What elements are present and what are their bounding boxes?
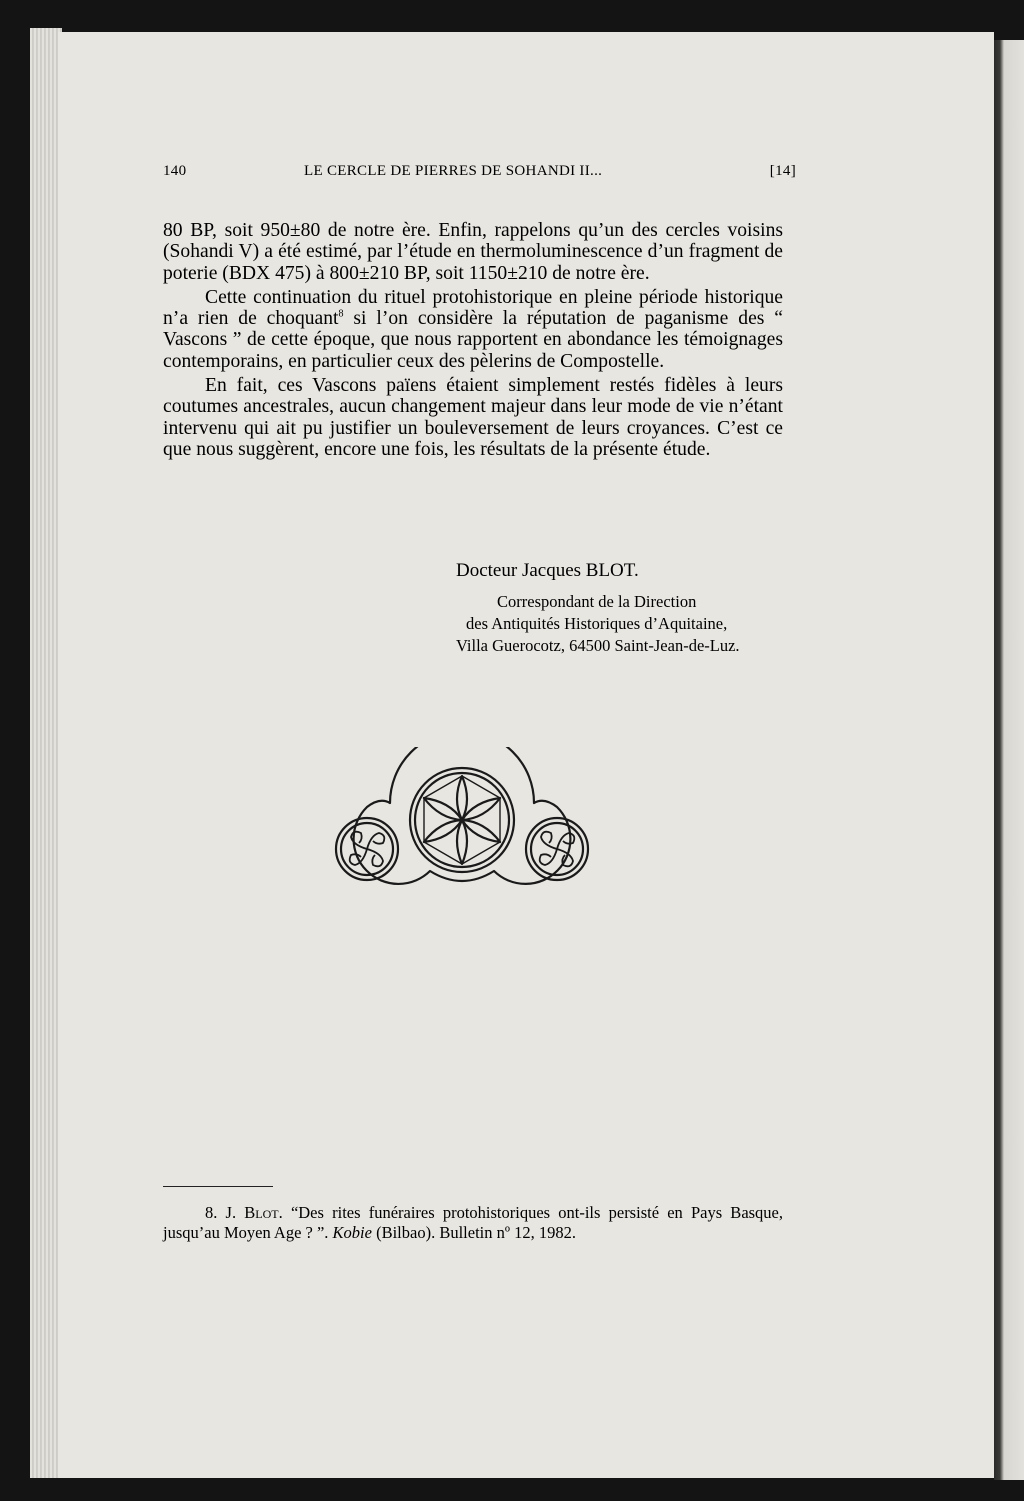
paragraph-1: 80 BP, soit 950±80 de notre ère. Enfin, rappelons qu’un des cercles voisins (Sohandi V) a été estimé, par l’étude en thermoluminescence d’un fragment de poterie (BDX 475) à 800±210 BP, soit 1150±210 de notre ère. — [163, 220, 783, 284]
author-signature: Docteur Jacques BLOT. — [456, 560, 639, 581]
author-affiliation-line-1: Correspondant de la Direction — [497, 592, 697, 611]
footnote-divider — [163, 1186, 273, 1187]
page-number: 140 — [163, 163, 187, 179]
paragraph-2 — [163, 287, 783, 372]
paragraph-2-text-continued: si l’on considère la réputation de paganisme des “ Vascons ” de cette époque, que nous rapportent en abondance les témoignages contemporains, en particulier ceux des pèlerins de Compostelle. — [163, 308, 783, 372]
facing-page-edge — [994, 40, 1024, 1480]
footnote-8 — [163, 1203, 783, 1243]
main-text — [163, 220, 783, 460]
footnote-reference: 8 — [338, 308, 344, 320]
footnote-number: 8. J. — [205, 1203, 245, 1222]
author-address: Villa Guerocotz, 64500 Saint-Jean-de-Luz. — [456, 636, 740, 655]
section-number: [14] — [769, 163, 796, 179]
paragraph-2-text: Cette continuation du rituel protohistorique en pleine période historique n’a rien de choquant — [163, 286, 783, 330]
basque-rosette-ornament-icon — [312, 747, 612, 887]
footnote-text: . “Des rites funéraires protohistoriques ont-ils persisté en Pays Basque, jusqu’au Moyen Age ? ”. — [163, 1203, 784, 1242]
running-title: LE CERCLE DE PIERRES DE SOHANDI II... — [304, 163, 603, 179]
running-header — [163, 163, 796, 185]
footnote-journal: Kobie — [332, 1223, 372, 1242]
paragraph-3: En fait, ces Vascons païens étaient simplement restés fidèles à leurs coutumes ancestrales, aucun changement majeur dans leur mode de vie n’étant intervenu qui ait pu justifier un bouleversement de leurs croyances. C’est ce que nous suggèrent, encore une fois, les résultats de la présente étude. — [163, 375, 783, 460]
footnote-author: Blot — [244, 1203, 279, 1222]
footnote-text-continued: (Bilbao). Bulletin nº 12, 1982. — [371, 1223, 576, 1242]
author-affiliation-line-2: des Antiquités Historiques d’Aquitaine, — [466, 614, 728, 633]
